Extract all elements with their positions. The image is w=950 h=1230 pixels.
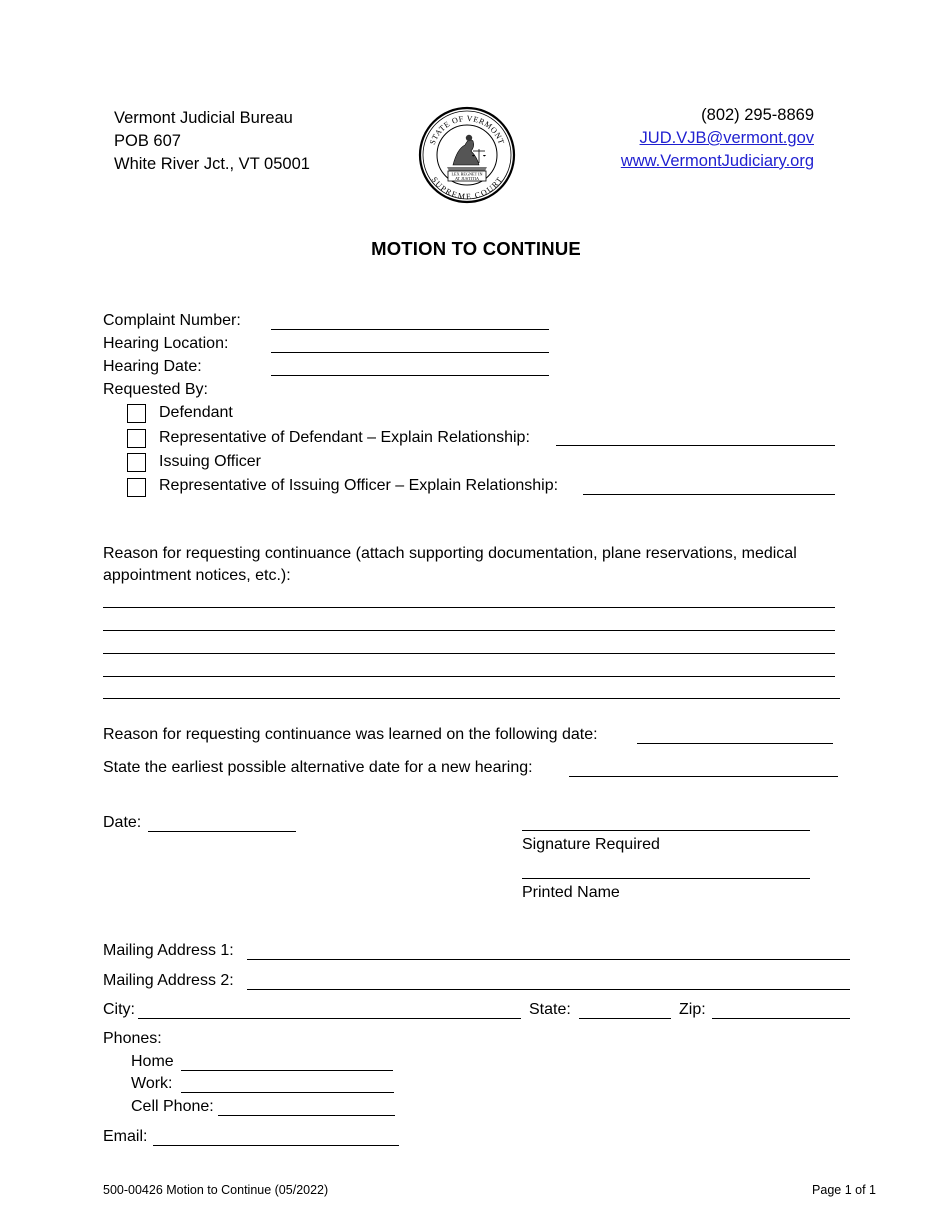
reason-prompt-line1: Reason for requesting continuance (attach supporting documentation, plane reservations, medical — [103, 545, 797, 562]
signature-field[interactable] — [522, 830, 810, 831]
mailing-address-1-label: Mailing Address 1: — [103, 942, 234, 959]
rep-defendant-checkbox[interactable] — [127, 429, 146, 448]
issuing-officer-option-label: Issuing Officer — [159, 453, 261, 470]
mailing-address-1-field[interactable] — [247, 959, 850, 960]
city-field[interactable] — [138, 1018, 521, 1019]
home-phone-label: Home — [131, 1053, 174, 1070]
issuing-officer-checkbox[interactable] — [127, 453, 146, 472]
agency-pob: POB 607 — [114, 132, 181, 150]
contact-email-link[interactable]: JUD.VJB@vermont.gov — [639, 129, 814, 147]
alt-date-label: State the earliest possible alternative date for a new hearing: — [103, 759, 533, 776]
work-phone-field[interactable] — [181, 1092, 394, 1093]
footer-form-id: 500-00426 Motion to Continue (05/2022) — [103, 1183, 329, 1197]
printed-name-field[interactable] — [522, 878, 810, 879]
agency-city: White River Jct., VT 05001 — [114, 155, 310, 173]
alt-date-field[interactable] — [569, 776, 838, 777]
reason-line[interactable] — [103, 630, 835, 631]
form-title: MOTION TO CONTINUE — [371, 238, 581, 259]
agency-name: Vermont Judicial Bureau — [114, 109, 293, 127]
seal-top-text: STATE OF VERMONT — [427, 113, 507, 146]
seal-motto-line2: AT JUSTITIA — [454, 176, 480, 181]
rep-issuing-officer-relationship-field[interactable] — [583, 494, 835, 495]
zip-label: Zip: — [679, 1001, 706, 1018]
date-field[interactable] — [148, 831, 296, 832]
requested-by-label: Requested By: — [103, 381, 208, 398]
rep-defendant-relationship-field[interactable] — [556, 445, 835, 446]
signature-label: Signature Required — [522, 836, 660, 853]
learned-date-label: Reason for requesting continuance was learned on the following date: — [103, 726, 598, 743]
vermont-supreme-court-seal — [417, 105, 517, 205]
work-phone-label: Work: — [131, 1075, 173, 1092]
state-field[interactable] — [579, 1018, 671, 1019]
city-label: City: — [103, 1001, 135, 1018]
reason-prompt-line2: appointment notices, etc.): — [103, 567, 291, 584]
cell-phone-label: Cell Phone: — [131, 1098, 214, 1115]
defendant-checkbox[interactable] — [127, 404, 146, 423]
hearing-date-field[interactable] — [271, 375, 549, 376]
complaint-number-field[interactable] — [271, 329, 549, 330]
reason-line[interactable] — [103, 676, 835, 677]
date-label: Date: — [103, 814, 142, 831]
website-link[interactable]: www.VermontJudiciary.org — [620, 152, 814, 170]
mailing-address-2-field[interactable] — [247, 989, 850, 990]
email-label: Email: — [103, 1128, 148, 1145]
defendant-option-label: Defendant — [159, 404, 233, 421]
zip-field[interactable] — [712, 1018, 850, 1019]
seal-bottom-text: SUPREME COURT — [429, 175, 505, 202]
email-field[interactable] — [153, 1145, 399, 1146]
rep-issuing-officer-option-label: Representative of Issuing Officer – Explain Relationship: — [159, 477, 559, 494]
rep-issuing-officer-checkbox[interactable] — [127, 478, 146, 497]
rep-defendant-option-label: Representative of Defendant – Explain Relationship: — [159, 429, 530, 446]
footer-page-number: Page 1 of 1 — [812, 1183, 876, 1197]
mailing-address-2-label: Mailing Address 2: — [103, 972, 234, 989]
complaint-number-label: Complaint Number: — [103, 312, 241, 329]
phones-heading: Phones: — [103, 1030, 162, 1047]
reason-line[interactable] — [103, 698, 840, 699]
learned-date-field[interactable] — [637, 743, 833, 744]
seal-motto-line1: LEX REGNET IN — [451, 171, 483, 177]
reason-line[interactable] — [103, 653, 835, 654]
printed-name-label: Printed Name — [522, 884, 620, 901]
hearing-location-field[interactable] — [271, 352, 549, 353]
hearing-date-label: Hearing Date: — [103, 358, 202, 375]
state-label: State: — [529, 1001, 571, 1018]
home-phone-field[interactable] — [181, 1070, 393, 1071]
svg-text:STATE OF VERMONT — [428, 114, 506, 146]
hearing-location-label: Hearing Location: — [103, 335, 229, 352]
cell-phone-field[interactable] — [218, 1115, 395, 1116]
contact-phone: (802) 295-8869 — [701, 106, 814, 124]
reason-line[interactable] — [103, 607, 835, 608]
